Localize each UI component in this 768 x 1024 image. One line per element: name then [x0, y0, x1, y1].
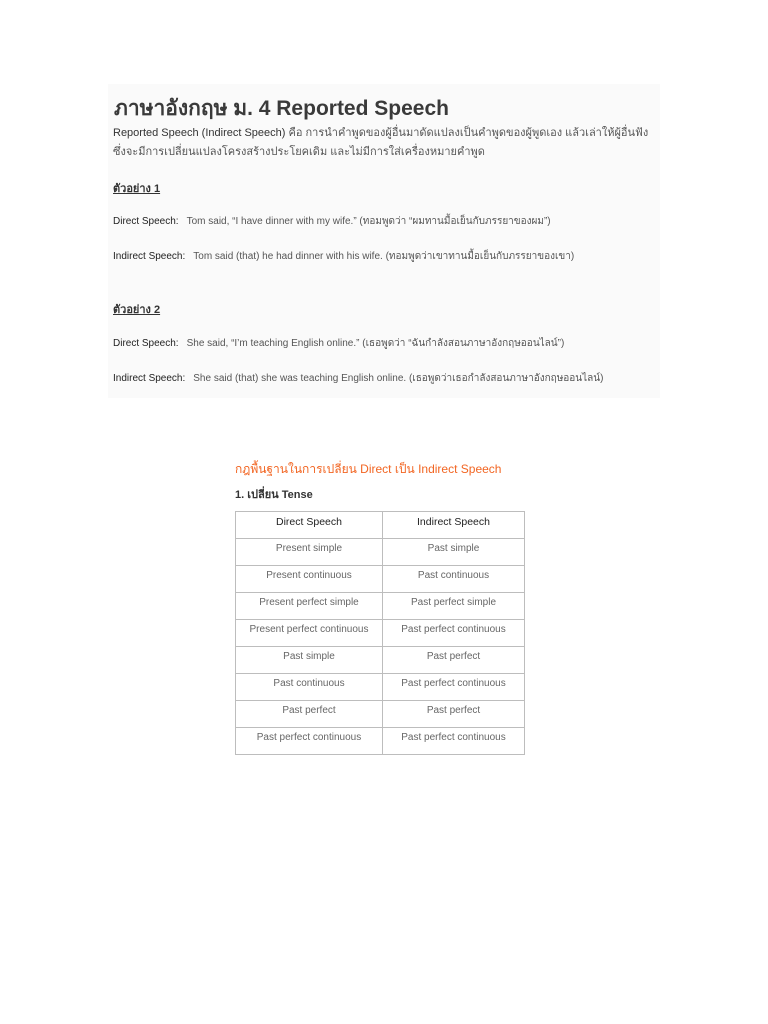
header-direct-speech: Direct Speech [236, 512, 383, 539]
example-2-indirect [113, 371, 603, 386]
definition-term: Reported Speech (Indirect Speech) [113, 127, 286, 139]
direct-tense-cell: Present perfect continuous [236, 620, 383, 647]
example-2-heading: ตัวอย่าง 2 [113, 304, 161, 316]
example-1-indirect [113, 249, 574, 264]
indirect-tense-cell: Past perfect continuous [383, 728, 525, 755]
example-1-heading: ตัวอย่าง 1 [113, 183, 161, 195]
direct-tense-cell: Present continuous [236, 566, 383, 593]
direct-tense-cell: Past simple [236, 647, 383, 674]
example-1-direct [113, 214, 551, 229]
rules-subheading: 1. เปลี่ยน Tense [235, 489, 313, 501]
direct-tense-cell: Past continuous [236, 674, 383, 701]
direct-tense-cell: Present perfect simple [236, 593, 383, 620]
page-title: ภาษาอังกฤษ ม. 4 Reported Speech [114, 97, 449, 120]
indirect-tense-cell: Past perfect continuous [383, 674, 525, 701]
table-row [236, 620, 525, 647]
table-header-row [236, 512, 525, 539]
direct-tense-cell: Present simple [236, 539, 383, 566]
table-row [236, 701, 525, 728]
direct-speech-label: Direct Speech: [113, 216, 179, 227]
table-row [236, 674, 525, 701]
header-indirect-speech: Indirect Speech [383, 512, 525, 539]
indirect-tense-cell: Past perfect [383, 647, 525, 674]
indirect-tense-cell: Past perfect simple [383, 593, 525, 620]
table-row [236, 566, 525, 593]
direct-speech-label: Direct Speech: [113, 338, 179, 349]
definition-paragraph [113, 124, 658, 162]
direct-tense-cell: Past perfect continuous [236, 728, 383, 755]
indirect-tense-cell: Past continuous [383, 566, 525, 593]
tense-table [235, 511, 525, 755]
direct-tense-cell: Past perfect [236, 701, 383, 728]
indirect-speech-label: Indirect Speech: [113, 373, 186, 384]
direct-speech-sentence: Tom said, “I have dinner with my wife.” (ทอมพูดว่า “ผมทานมื้อเย็นกับภรรยาของผม”) [186, 216, 551, 227]
definition-text: คือ การนำคำพูดของผู้อื่นมาดัดแปลงเป็นคำพูดของผู้พูดเอง แล้วเล่าให้ผู้อื่นฟัง ซึ่งจะมีการเปลี่ยนแปลงโครงสร้างประโยคเดิม และไม่มีการใส่เครื่องหมายคำพูด [113, 127, 649, 158]
direct-speech-sentence: She said, “I’m teaching English online.” (เธอพูดว่า “ฉันกำลังสอนภาษาอังกฤษออนไลน์”) [186, 338, 565, 349]
indirect-tense-cell: Past perfect [383, 701, 525, 728]
table-row [236, 647, 525, 674]
rules-heading: กฎพื้นฐานในการเปลี่ยน Direct เป็น Indirect Speech [235, 462, 502, 476]
indirect-tense-cell: Past simple [383, 539, 525, 566]
table-row [236, 593, 525, 620]
indirect-speech-sentence: Tom said (that) he had dinner with his wife. (ทอมพูดว่าเขาทานมื้อเย็นกับภรรยาของเขา) [193, 251, 575, 262]
table-row [236, 539, 525, 566]
indirect-speech-sentence: She said (that) she was teaching English online. (เธอพูดว่าเธอกำลังสอนภาษาอังกฤษออนไลน์) [193, 373, 604, 384]
indirect-speech-label: Indirect Speech: [113, 251, 186, 262]
table-row [236, 728, 525, 755]
example-2-direct [113, 336, 564, 351]
indirect-tense-cell: Past perfect continuous [383, 620, 525, 647]
